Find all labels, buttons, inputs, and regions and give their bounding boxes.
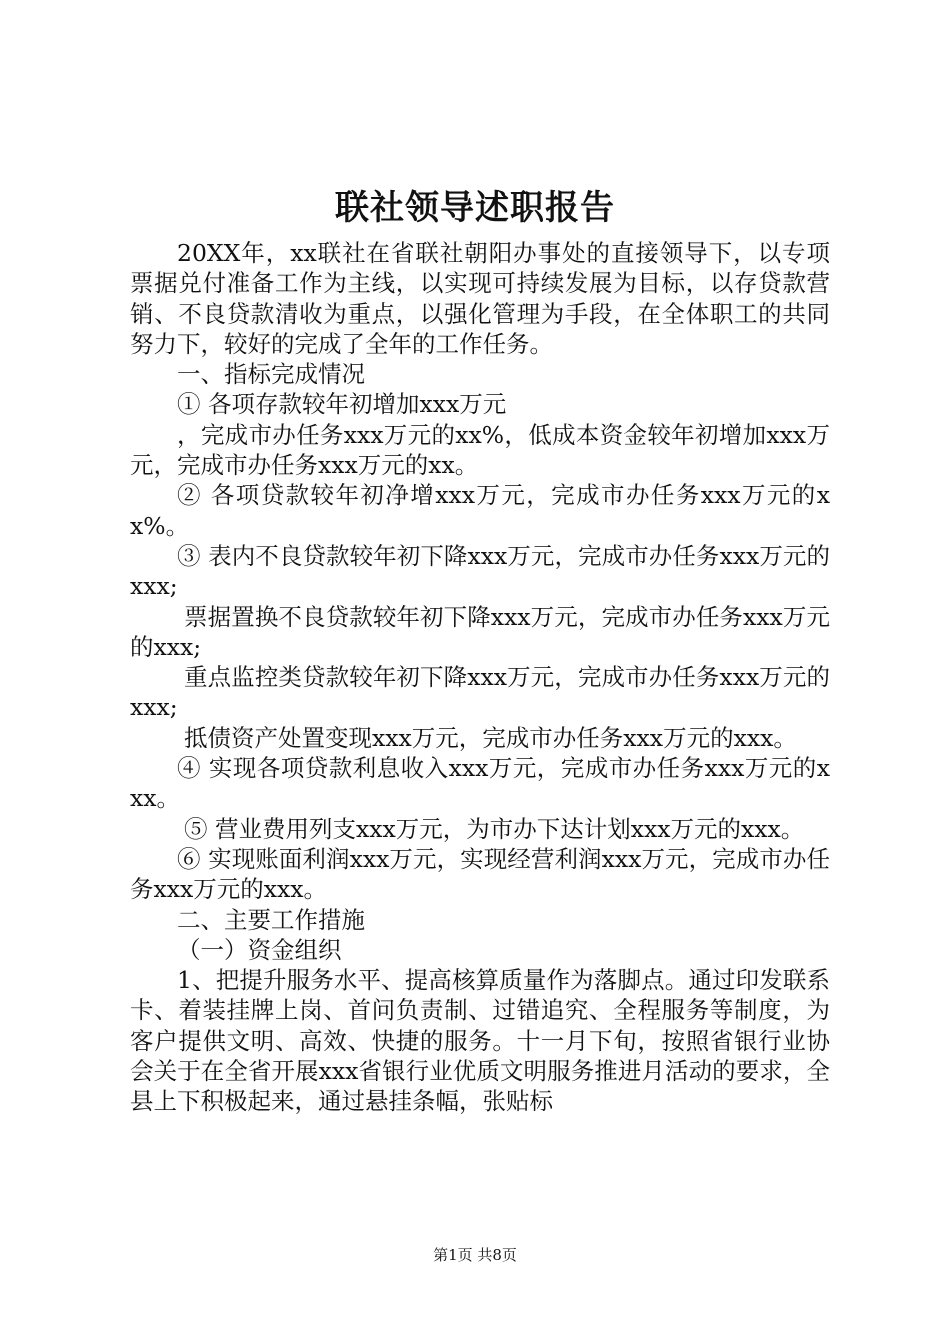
- paragraph-service: 1、把提升服务水平、提高核算质量作为落脚点。通过印发联系卡、着装挂牌上岗、首问负责制、过错追究、全程服务等制度，为客户提供文明、高效、快捷的服务。十一月下旬，按照省银行业协会关于在全省开展xxx省银行业优质文明服务推进月活动的要求，全县上下积极起来，通过悬挂条幅，张贴标: [130, 966, 830, 1116]
- page-footer: 第1页 共8页: [433, 1246, 517, 1264]
- document-body: [130, 238, 830, 1117]
- paragraph-intro: 20XX年，xx联社在省联社朝阳办事处的直接领导下，以专项票据兑付准备工作为主线，以实现可持续发展为目标，以存贷款营销、不良贷款清收为重点，以强化管理为手段，在全体职工的共同努力下，较好的完成了全年的工作任务。: [130, 239, 830, 358]
- paragraph-deposits: ① 各项存款较年初增加xxx万元: [177, 390, 507, 419]
- document-title: 联社领导述职报告: [335, 188, 615, 228]
- section-heading-measures: 二、主要工作措施: [177, 905, 365, 934]
- paragraph-bill-replacement: 票据置换不良贷款较年初下降xxx万元，完成市办任务xxx万元的xxx;: [130, 602, 830, 661]
- section-heading-indicators: 一、指标完成情况: [177, 360, 365, 389]
- paragraph-bad-loans: ③ 表内不良贷款较年初下降xxx万元，完成市办任务xxx万元的xxx;: [130, 541, 830, 601]
- subsection-heading-funds: （一）资金组织: [177, 935, 342, 964]
- paragraph-key-monitoring: 重点监控类贷款较年初下降xxx万元，完成市办任务xxx万元的xxx;: [130, 663, 830, 722]
- paragraph-interest-income: ④ 实现各项贷款利息收入xxx万元，完成市办任务xxx万元的xxx。: [130, 754, 830, 813]
- paragraph-loans: ② 各项贷款较年初净增xxx万元，完成市办任务xxx万元的xx%。: [130, 481, 830, 540]
- paragraph-operating-expense: ⑤ 营业费用列支xxx万元，为市办下达计划xxx万元的xxx。: [184, 814, 805, 843]
- paragraph-profit: ⑥ 实现账面利润xxx万元，实现经营利润xxx万元，完成市办任务xxx万元的xxx。: [130, 844, 830, 904]
- paragraph-assets-disposal: 抵债资产处置变现xxx万元，完成市办任务xxx万元的xxx。: [184, 723, 797, 752]
- paragraph-deposits-detail: ，完成市办任务xxx万元的xx%，低成本资金较年初增加xxx万元，完成市办任务xxx万元的xx。: [130, 420, 830, 480]
